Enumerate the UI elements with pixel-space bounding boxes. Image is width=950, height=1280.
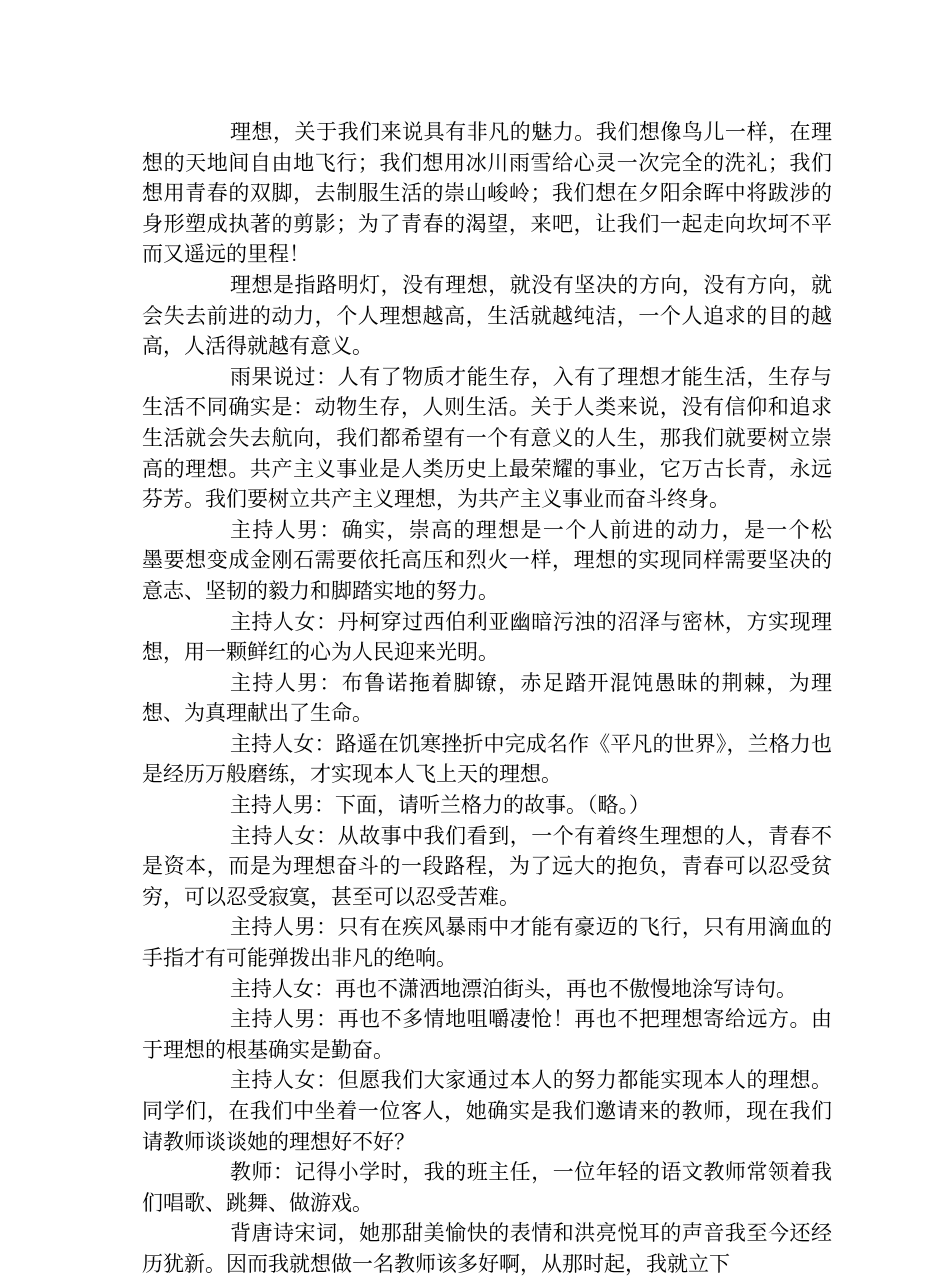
paragraph-2: 理想是指路明灯，没有理想，就没有坚决的方向，没有方向，就会失去前进的动力，个人理想越高，生活就越纯洁，一个人追求的目的越高，人活得就越有意义。 — [142, 272, 832, 359]
paragraph-9: 主持人女：从故事中我们看到，一个有着终生理想的人，青春不是资本，而是为理想奋斗的一段路程，为了远大的抱负，青春可以忍受贫穷，可以忍受寂寞，甚至可以忍受苦难。 — [142, 823, 832, 909]
paragraph-8: 主持人男：下面，请听兰格力的故事。（略。） — [230, 793, 650, 818]
paragraph-3: 雨果说过：人有了物质才能生存，入有了理想才能生活，生存与生活不同确实是：动物生存，人则生活。关于人类来说，没有信仰和追求生活就会失去航向，我们都希望有一个有意义的人生，那我们就要树立崇高的理想。共产主义事业是人类历史上最荣耀的事业，它万古长青，永远芬芳。我们要树立共产主义理想，为共产主义事业而奋斗终身。 — [142, 364, 832, 512]
document-body — [142, 117, 853, 1280]
paragraph-10: 主持人男：只有在疾风暴雨中才能有豪迈的飞行，只有用滴血的手指才有可能弹拨出非凡的绝响。 — [142, 915, 832, 971]
paragraph-6: 主持人男：布鲁诺拖着脚镣，赤足踏开混饨愚昧的荆棘，为理想、为真理献出了生命。 — [142, 670, 832, 726]
paragraph-15: 背唐诗宋词，她那甜美愉快的表情和洪亮悦耳的声音我至今还经历犹新。因而我就想做一名教师该多好啊，从那时起，我就立下 — [142, 1221, 832, 1276]
paragraph-4: 主持人男：确实，崇高的理想是一个人前进的动力，是一个松 墨要想变成金刚石需要依托高压和烈火一样，理想的实现同样需要坚决的意志、坚韧的毅力和脚踏实地的努力。 — [142, 517, 853, 603]
paragraph-7: 主持人女：路遥在饥寒挫折中完成名作《平凡的世界》，兰格力也是经历万般磨练，才实现本人飞上天的理想。 — [142, 731, 832, 787]
paragraph-1: 理想，关于我们来说具有非凡的魅力。我们想像鸟儿一样，在理想的天地间自由地飞行；我们想用冰川雨雪给心灵一次完全的洗礼；我们想用青春的双脚，去制服生活的崇山峻岭；我们想在夕阳余晖中将跋涉的身形塑成执著的剪影；为了青春的渴望，来吧，让我们一起走向坎坷不平而又遥远的里程！ — [142, 120, 832, 267]
paragraph-13: 主持人女：但愿我们大家通过本人的努力都能实现本人的理想。同学们，在我们中坐着一位客人，她确实是我们邀请来的教师，现在我们请教师谈谈她的理想好不好？ — [142, 1068, 832, 1154]
paragraph-11: 主持人女：再也不潇洒地漂泊街头，再也不傲慢地涂写诗句。 — [230, 976, 797, 1001]
paragraph-5: 主持人女：丹柯穿过西伯利亚幽暗污浊的沼泽与密林，方实现理想，用一颗鲜红的心为人民迎来光明。 — [142, 609, 832, 665]
paragraph-14: 教师：记得小学时，我的班主任，一位年轻的语文教师常领着我们唱歌、跳舞、做游戏。 — [142, 1160, 832, 1215]
paragraph-12: 主持人男：再也不多情地咀嚼凄怆！再也不把理想寄给远方。由于理想的根基确实是勤奋。 — [142, 1007, 832, 1062]
